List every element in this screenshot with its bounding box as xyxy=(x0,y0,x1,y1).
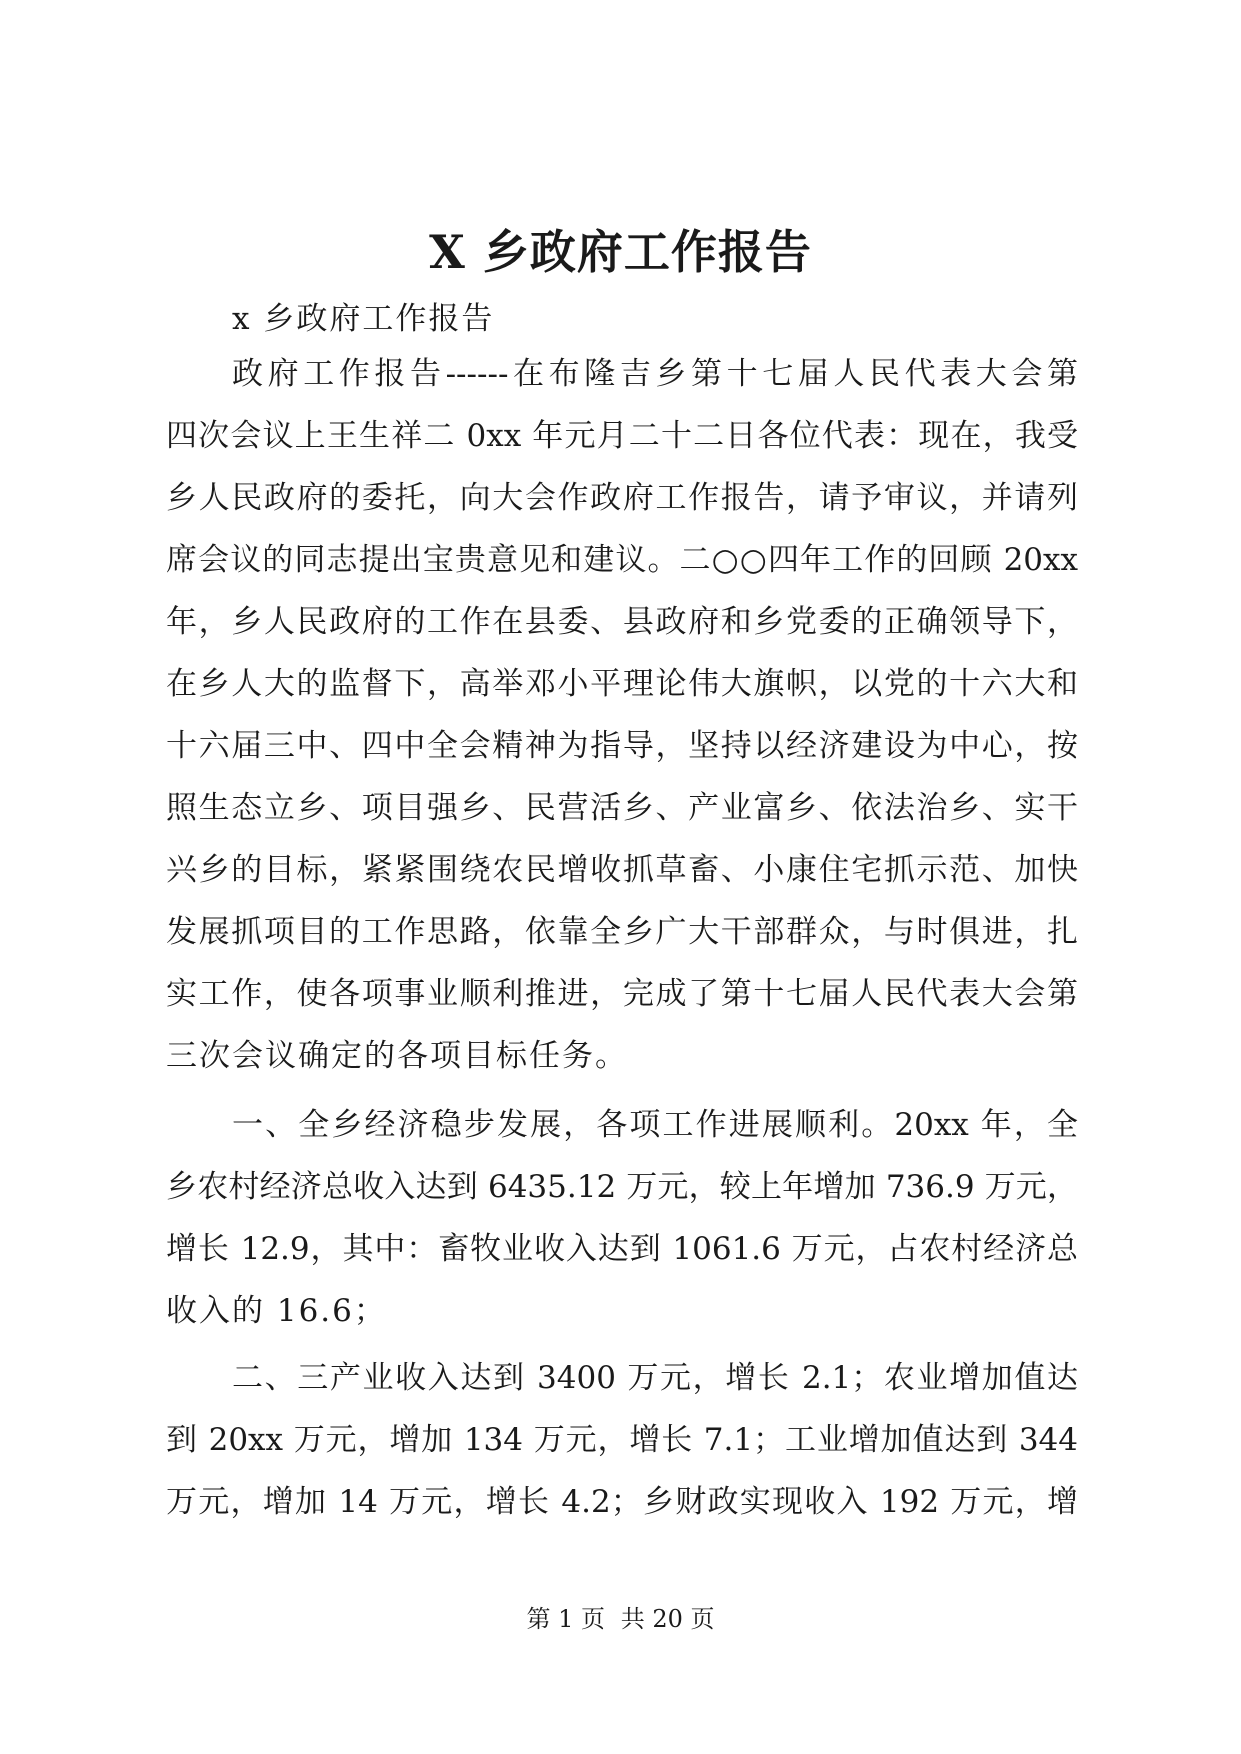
paragraph-line: 二、三产业收入达到 3400 万元，增长 2.1；农业增加值达 xyxy=(232,1360,1078,1396)
paragraph-line: 万元，增加 14 万元，增长 4.2；乡财政实现收入 192 万元，增 xyxy=(166,1484,1078,1520)
paragraph-line: 政府工作报告------在布隆吉乡第十七届人民代表大会第 xyxy=(232,356,1078,392)
paragraph-intro xyxy=(166,350,1078,1094)
page-total: 共 20 页 xyxy=(620,1605,715,1633)
document-subtitle: x 乡政府工作报告 xyxy=(232,301,495,337)
paragraph-economy xyxy=(166,1101,1078,1349)
page-footer xyxy=(0,1604,1241,1634)
paragraph-line: 十六届三中、四中全会精神为指导，坚持以经济建设为中心，按 xyxy=(166,728,1078,764)
page-number: 第 1 页 xyxy=(526,1605,606,1633)
paragraph-line: 发展抓项目的工作思路，依靠全乡广大干部群众，与时俱进，扎 xyxy=(166,914,1078,950)
paragraph-line: 年，乡人民政府的工作在县委、县政府和乡党委的正确领导下， xyxy=(166,604,1078,640)
paragraph-line: 三次会议确定的各项目标任务。 xyxy=(166,1038,628,1074)
paragraph-industry xyxy=(166,1354,1078,1540)
paragraph-line: 兴乡的目标，紧紧围绕农民增收抓草畜、小康住宅抓示范、加快 xyxy=(166,852,1078,888)
paragraph-line: 乡人民政府的委托，向大会作政府工作报告，请予审议，并请列 xyxy=(166,480,1078,516)
paragraph-line: 乡农村经济总收入达到 6435.12 万元，较上年增加 736.9 万元， xyxy=(166,1169,1078,1205)
paragraph-line: 收入的 16.6； xyxy=(166,1293,387,1329)
paragraph-line: 四次会议上王生祥二 0xx 年元月二十二日各位代表：现在，我受 xyxy=(166,418,1078,454)
paragraph-line: 实工作，使各项事业顺利推进，完成了第十七届人民代表大会第 xyxy=(166,976,1078,1012)
paragraph-line: 一、全乡经济稳步发展，各项工作进展顺利。20xx 年，全 xyxy=(232,1107,1078,1143)
paragraph-line: 席会议的同志提出宝贵意见和建议。二○○四年工作的回顾 20xx xyxy=(166,542,1078,578)
paragraph-line: 到 20xx 万元，增加 134 万元，增长 7.1；工业增加值达到 344 xyxy=(166,1422,1078,1458)
document-title: X 乡政府工作报告 xyxy=(429,225,812,279)
paragraph-line: 在乡人大的监督下，高举邓小平理论伟大旗帜，以党的十六大和 xyxy=(166,666,1078,702)
paragraph-line: 照生态立乡、项目强乡、民营活乡、产业富乡、依法治乡、实干 xyxy=(166,790,1078,826)
paragraph-line: 增长 12.9，其中：畜牧业收入达到 1061.6 万元，占农村经济总 xyxy=(166,1231,1078,1267)
